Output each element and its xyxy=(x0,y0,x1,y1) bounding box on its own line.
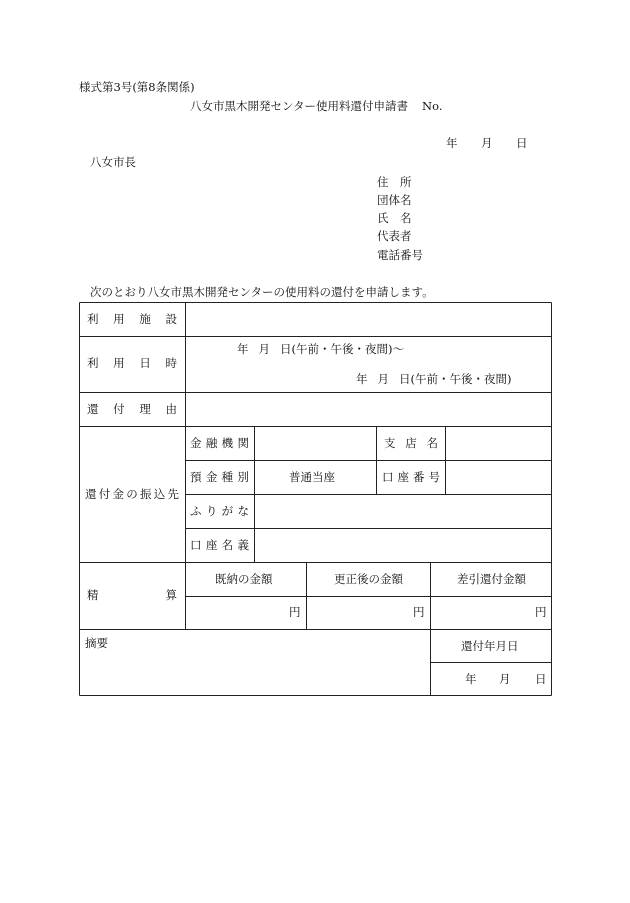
account-name-label: 口 座 名 義 xyxy=(190,538,249,552)
settlement-header-corrected: 更正後の金額 xyxy=(334,572,403,586)
settlement-corrected-yen: 円 xyxy=(413,605,425,619)
refund-form-table: 利 用 施 設 利 用 日 時 年 月 日(午前・午後・夜間)～ 年 月 日(午前・午後・夜間) 還 付 理 由 還 付 金 の 振 込 先 金 融 機 関 支 店 名 預 金 種 別 普通当座 口 座 番 号 ふ り が な 口 座 名 義 精 算 既納の金額 更正後の金額 差引還付金額 円 円 円 摘要 還付年月日 年 月 日 xyxy=(79,302,552,696)
datetime-to: 年 月 日(午前・午後・夜間) xyxy=(356,372,512,386)
deposit-type-label: 預 金 種 別 xyxy=(190,470,249,484)
applicant-representative-label: 代表者 xyxy=(377,229,412,243)
form-title-text: 八女市黒木開発センター使用料還付申請書 xyxy=(190,99,409,113)
settlement-header-paid: 既納の金額 xyxy=(215,572,273,586)
applicant-name-label: 氏 名 xyxy=(377,211,412,225)
form-title xyxy=(190,101,443,113)
applicant-address-label: 住 所 xyxy=(377,175,412,189)
addressee: 八女市長 xyxy=(90,155,136,169)
furigana-label: ふ り が な xyxy=(190,504,249,518)
deposit-type-value: 普通当座 xyxy=(289,470,335,484)
form-number: 様式第3号(第8条関係) xyxy=(79,80,195,94)
settlement-header-refund: 差引還付金額 xyxy=(457,572,526,586)
bank-label: 金 融 機 関 xyxy=(190,436,249,450)
remarks-label: 摘要 xyxy=(85,636,108,650)
form-no-label: No. xyxy=(422,99,443,113)
statement: 次のとおり八女市黒木開発センターの使用料の還付を申請します。 xyxy=(90,285,434,299)
reason-label: 還 付 理 由 xyxy=(87,402,177,416)
date-year-label: 年 xyxy=(446,136,458,150)
datetime-label: 利 用 日 時 xyxy=(87,356,177,370)
applicant-group-label: 団体名 xyxy=(377,193,412,207)
date-month-label: 月 xyxy=(481,136,493,150)
transfer-destination-label: 還 付 金 の 振 込 先 xyxy=(85,487,179,501)
settlement-paid-yen: 円 xyxy=(289,605,301,619)
reason-value[interactable] xyxy=(186,393,551,426)
settlement-refund-yen: 円 xyxy=(535,605,547,619)
facility-value[interactable] xyxy=(186,303,551,336)
datetime-from: 年 月 日(午前・午後・夜間)～ xyxy=(237,342,404,356)
account-number-label: 口 座 番 号 xyxy=(382,470,440,484)
settlement-label: 精 算 xyxy=(87,588,177,602)
facility-label: 利 用 施 設 xyxy=(87,312,177,326)
date-day-label: 日 xyxy=(516,136,528,150)
applicant-phone-label: 電話番号 xyxy=(377,248,423,262)
branch-label: 支 店 名 xyxy=(384,436,438,450)
refund-date-label: 還付年月日 xyxy=(461,639,519,653)
